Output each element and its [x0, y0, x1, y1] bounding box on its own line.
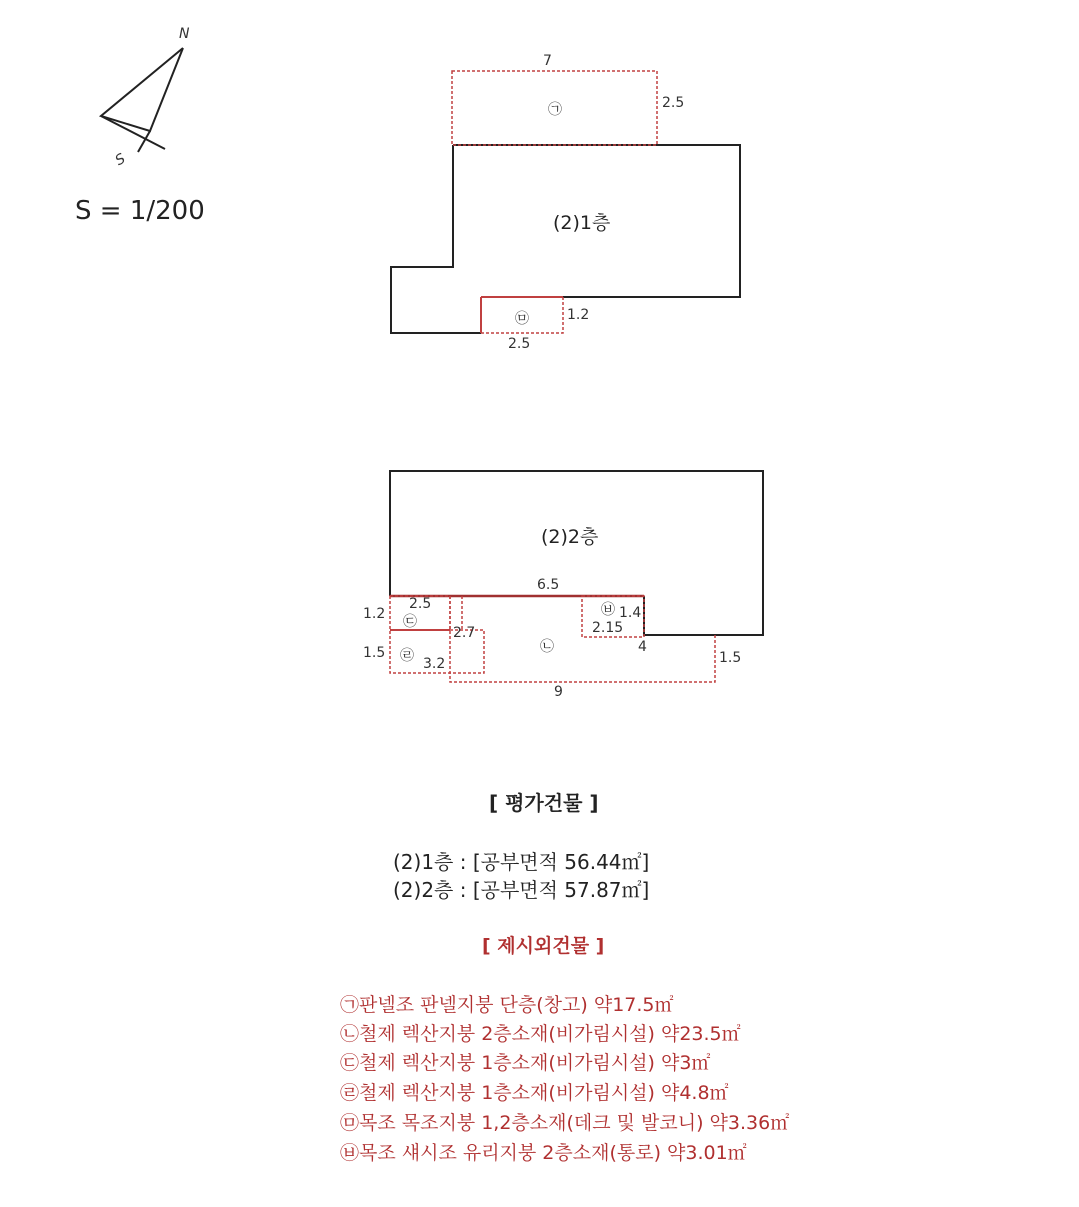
dim-label: 4: [638, 639, 647, 655]
extra-item: ㉤목조 목조지붕 1,2층소재(데크 및 발코니) 약3.36㎡: [340, 1112, 790, 1134]
extra-item: ㉢철제 렉산지붕 1층소재(비가림시설) 약3㎡: [340, 1052, 711, 1074]
scale-label: S = 1/200: [75, 196, 205, 226]
compass-south: S: [112, 150, 129, 170]
dim-label: 1.2: [567, 307, 590, 323]
dim-label: 6.5: [537, 577, 560, 593]
floor1-outline: [391, 145, 740, 333]
eval-title: [ 평가건물 ]: [489, 791, 599, 815]
dim-label: 1.5: [719, 650, 742, 666]
dim-label: 1.2: [363, 606, 386, 622]
eval-item: (2)1층 : [공부면적 56.44㎡]: [393, 850, 650, 874]
dim-label: 3.2: [423, 656, 446, 672]
annex-marker: ㉠: [548, 102, 562, 118]
extra-item: ㉥목조 섀시조 유리지붕 2층소재(통로) 약3.01㎡: [340, 1142, 747, 1164]
dim-label: 2.5: [508, 336, 531, 352]
extra-title: [ 제시외건물 ]: [482, 935, 605, 957]
annex-marker: ㉢: [403, 614, 417, 630]
annex-marker: ㉥: [601, 602, 615, 618]
eval-item: (2)2층 : [공부면적 57.87㎡]: [393, 878, 650, 902]
floor1-label: (2)1층: [553, 212, 611, 234]
annex-marker: ㉡: [540, 639, 554, 655]
extra-item: ㉡철제 렉산지붕 2층소재(비가림시설) 약23.5㎡: [340, 1023, 741, 1045]
dim-label: 2.7: [453, 625, 476, 641]
dim-label: 2.5: [662, 95, 685, 111]
dim-label: 7: [543, 53, 552, 69]
annex-marker: ㉣: [400, 648, 414, 664]
compass-icon: [101, 48, 183, 152]
dim-label: 9: [554, 684, 563, 700]
dim-label: 2.15: [592, 620, 624, 636]
dim-label: 1.4: [619, 605, 642, 621]
annex-marker: ㉤: [515, 311, 529, 327]
extra-item: ㉠판넬조 판넬지붕 단층(창고) 약17.5㎡: [340, 994, 674, 1016]
floor2-outline: [390, 471, 763, 635]
compass-north: N: [179, 26, 190, 42]
floor2-label: (2)2층: [541, 526, 599, 548]
extra-item: ㉣철제 렉산지붕 1층소재(비가림시설) 약4.8㎡: [340, 1082, 729, 1104]
dim-label: 2.5: [409, 596, 432, 612]
dim-label: 1.5: [363, 645, 386, 661]
